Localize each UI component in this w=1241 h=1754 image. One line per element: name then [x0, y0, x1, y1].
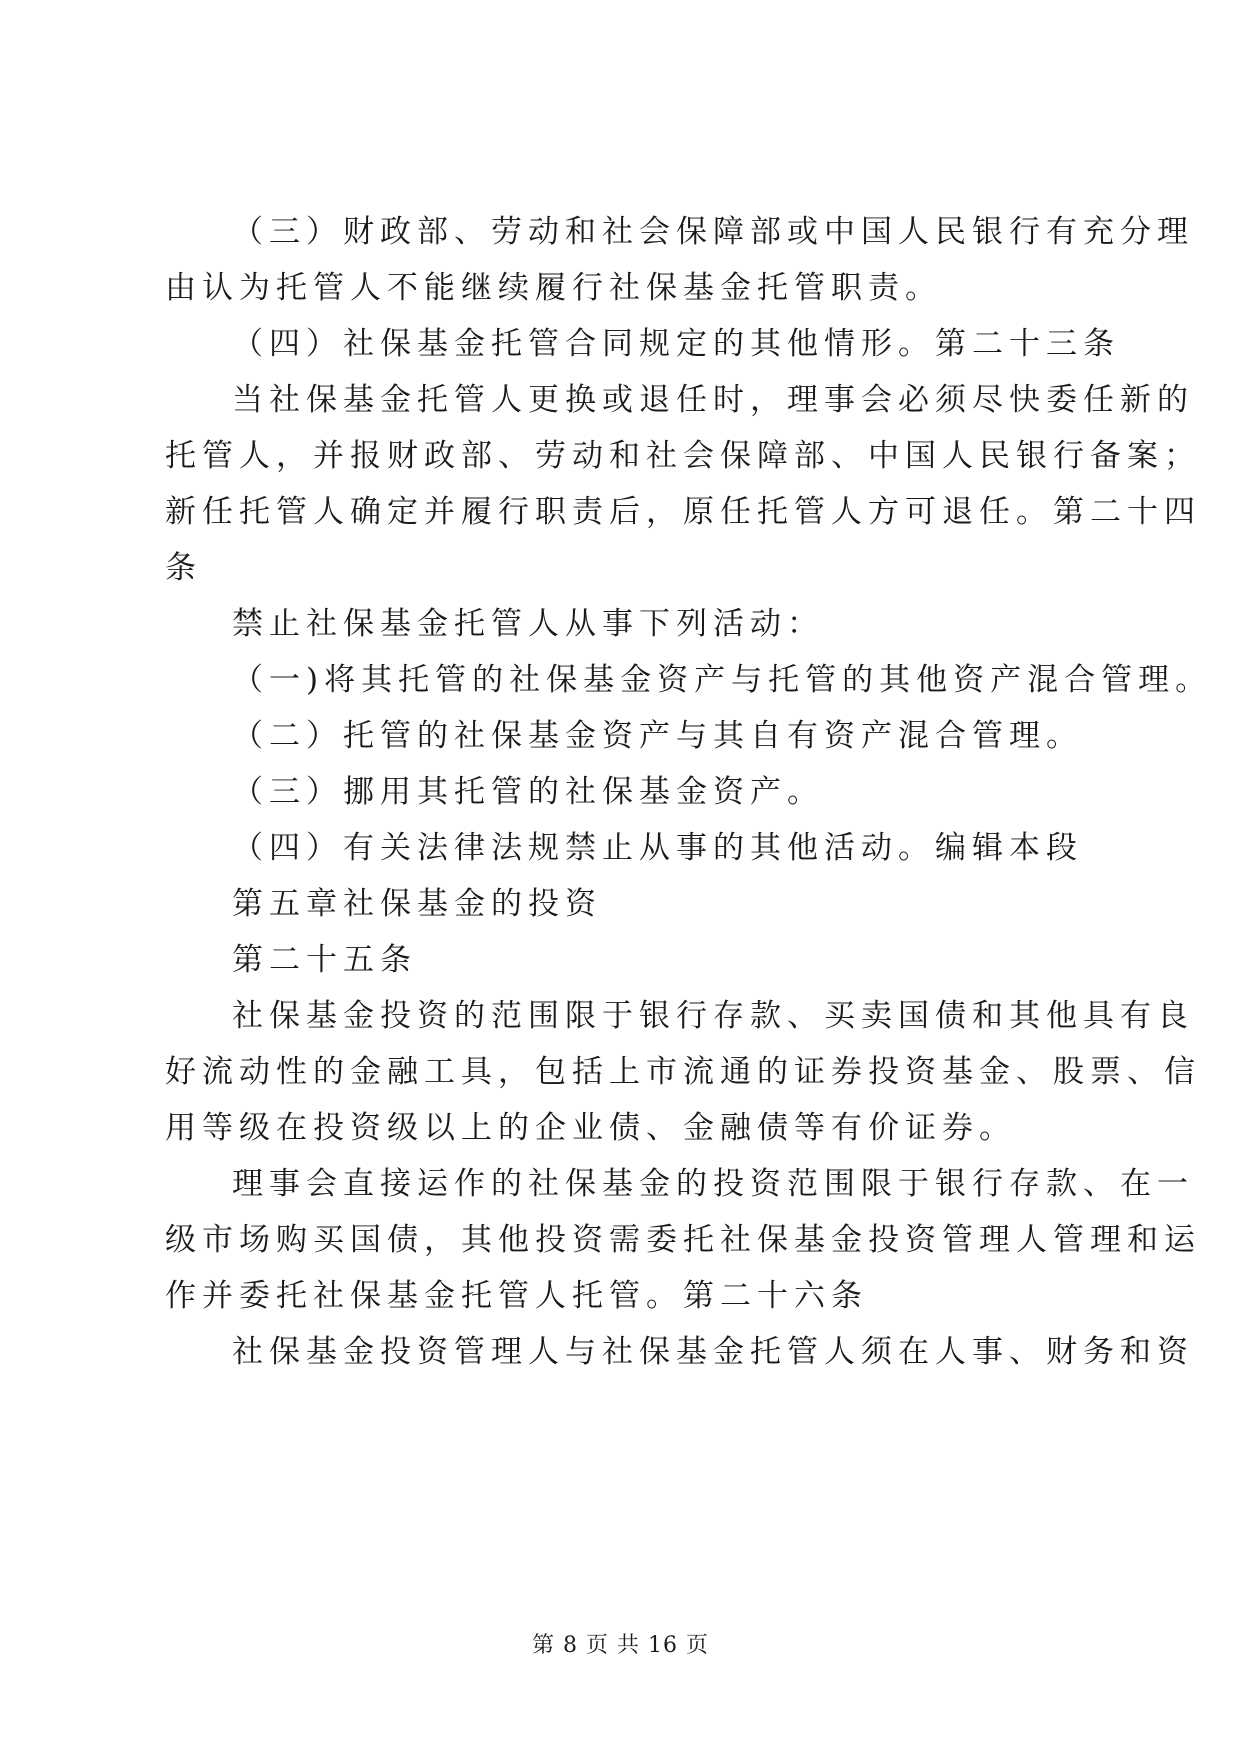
text-line: （三）财政部、劳动和社会保障部或中国人民银行有充分理 [232, 214, 1194, 250]
text-line: 托管人，并报财政部、劳动和社会保障部、中国人民银行备案； [165, 438, 1201, 474]
text-line: （三）挪用其托管的社保基金资产。 [232, 774, 824, 810]
text-line: （四）社保基金托管合同规定的其他情形。第二十三条 [232, 326, 1120, 362]
text-line: 社保基金投资的范围限于银行存款、买卖国债和其他具有良 [232, 998, 1194, 1034]
text-line: 作并委托社保基金托管人托管。第二十六条 [165, 1278, 868, 1314]
text-line: 社保基金投资管理人与社保基金托管人须在人事、财务和资 [232, 1334, 1194, 1370]
article-heading: 第二十五条 [232, 942, 417, 978]
chapter-heading: 第五章社保基金的投资 [232, 886, 602, 922]
text-line: 好流动性的金融工具，包括上市流通的证券投资基金、股票、信 [165, 1054, 1201, 1090]
text-line: 用等级在投资级以上的企业债、金融债等有价证券。 [165, 1110, 1016, 1146]
text-line: 由认为托管人不能继续履行社保基金托管职责。 [165, 270, 942, 306]
text-line: （一)将其托管的社保基金资产与托管的其他资产混合管理。 [232, 662, 1213, 698]
text-line: 理事会直接运作的社保基金的投资范围限于银行存款、在一 [232, 1166, 1194, 1202]
text-line: （二）托管的社保基金资产与其自有资产混合管理。 [232, 718, 1083, 754]
text-line: 禁止社保基金托管人从事下列活动： [232, 606, 824, 642]
text-line: 条 [165, 550, 202, 586]
page-number-footer: 第 8 页 共 16 页 [532, 1633, 709, 1658]
text-line: （四）有关法律法规禁止从事的其他活动。编辑本段 [232, 830, 1083, 866]
text-line: 当社保基金托管人更换或退任时，理事会必须尽快委任新的 [232, 382, 1194, 418]
text-line: 级市场购买国债，其他投资需委托社保基金投资管理人管理和运 [165, 1222, 1201, 1258]
text-line: 新任托管人确定并履行职责后，原任托管人方可退任。第二十四 [165, 494, 1201, 530]
